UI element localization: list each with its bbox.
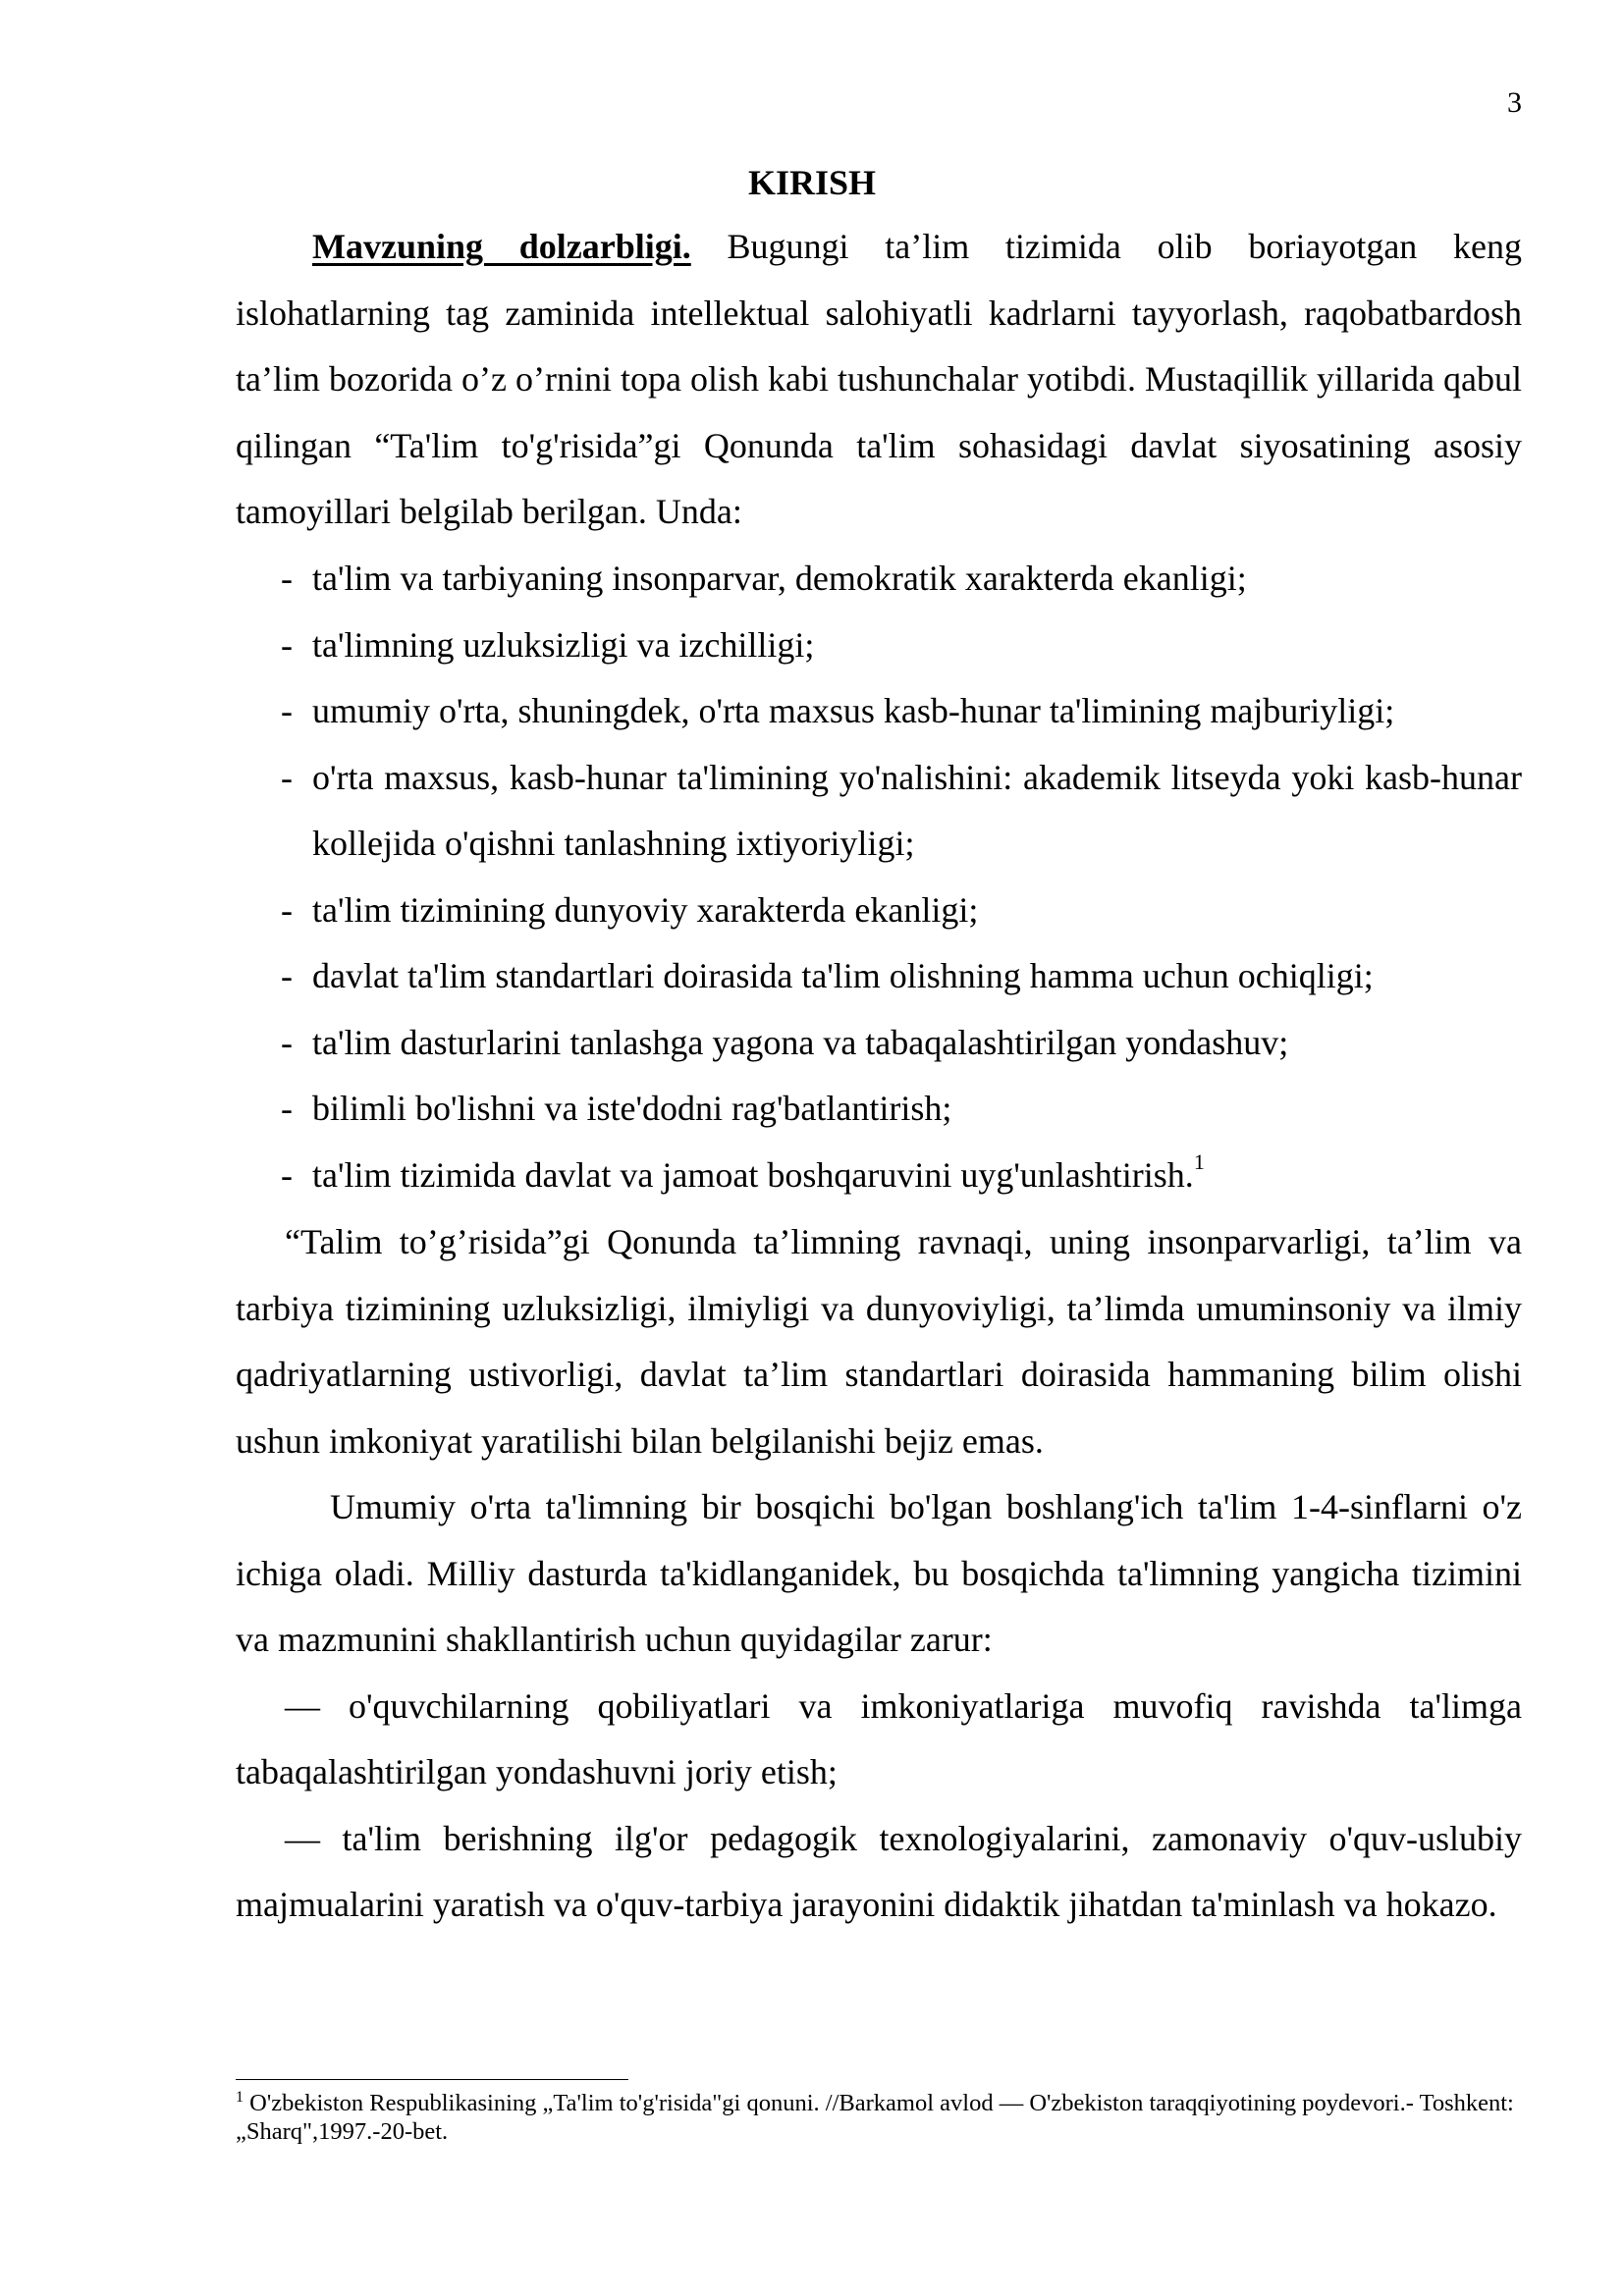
primary-education-section	[236, 1474, 1522, 1939]
principles-section	[236, 546, 1522, 1208]
list-item-text: o'rta maxsus, kasb-hunar ta'limining yo'nalishini: akademik litseyda yoki kasb-hunar kollejida o'qishni tanlashning ixtiyoriyligi;	[312, 757, 1522, 863]
list-item	[236, 878, 1522, 944]
list-item-text: ta'limning uzluksizligi va izchilligi;	[312, 624, 815, 665]
list-item	[236, 546, 1522, 613]
intro-text: Bugungi ta’lim tizimida olib boriayotgan keng islohatlarning tag zaminida intellektual salohiyatli kadrlarni tayyorlash, raqobatbardosh ta’lim bozorida o’z o’rnini topa olish kabi tushunchalar yotibdi. Mustaqillik yillarida qabul qilingan “Ta'lim to'g'risida”gi Qonunda ta'lim sohasidagi davlat siyosatining asosiy tamoyillari belgilab berilgan. Unda:	[236, 227, 1523, 531]
intro-section	[236, 214, 1522, 546]
requirement-item: — ta'lim berishning ilg'or pedagogik texnologiyalarini, zamonaviy o'quv-uslubiy majmualarini yaratish va o'quv-tarbiya jarayonini didaktik jihatdan ta'minlash va hokazo.	[236, 1818, 1522, 1924]
list-item-text: davlat ta'lim standartlari doirasida ta'lim olishning hamma uchun ochiqligi;	[312, 956, 1374, 995]
law-paragraph: “Talim to’g’risida”gi Qonunda ta’limning ravnaqi, uning insonparvarligi, ta’lim va tarbiya tizimining uzluksizligi, ilmiyligi va dunyoviyligi, ta’limda umuminsoniy va ilmiy qadriyatlarning ustivorligi, davlat ta’lim standartlari doirasida hammaning bilim olishi ushun imkoniyat yaratilishi bilan belgilanishi bejiz emas.	[236, 1222, 1522, 1461]
list-item	[236, 943, 1522, 1010]
list-dash: -	[281, 624, 293, 665]
list-item	[236, 678, 1522, 745]
relevance-label: Mavzuning dolzarbligi.	[312, 227, 691, 266]
list-item	[236, 745, 1522, 878]
list-item	[236, 1143, 1522, 1209]
footnote-text: O'zbekiston Respublikasining „Ta'lim to'g'risida"gi qonuni. //Barkamol avlod — O'zbekiston taraqqiyotining poydevori.- Toshkent: „Sharq",1997.-20-bet.	[236, 2090, 1514, 2145]
list-item-text: ta'lim dasturlarini tanlashga yagona va tabaqalashtirilgan yondashuv;	[312, 1022, 1289, 1062]
list-item-text: umumiy o'rta, shuningdek, o'rta maxsus kasb-hunar ta'limining majburiyligi;	[312, 691, 1395, 730]
footnote-marker: 1	[236, 2089, 244, 2106]
footnote	[236, 2089, 1522, 2146]
law-section	[236, 1209, 1522, 1474]
list-dash: -	[281, 1022, 293, 1062]
list-dash: -	[281, 956, 293, 995]
requirement-item: — o'quvchilarning qobiliyatlari va imkoniyatlariga muvofiq ravishda ta'limga tabaqalashtirilgan yondashuvni joriy etish;	[236, 1685, 1522, 1791]
list-dash: -	[281, 889, 293, 930]
page-number: 3	[1507, 86, 1522, 119]
list-dash: -	[281, 559, 293, 598]
page-title: KIRISH	[747, 163, 877, 202]
list-dash: -	[281, 1154, 293, 1195]
principles-list	[236, 546, 1522, 1208]
list-item-text: bilimli bo'lishni va iste'dodni rag'batlantirish;	[312, 1089, 952, 1128]
primary-education-paragraph: Umumiy o'rta ta'limning bir bosqichi bo'lgan boshlang'ich ta'lim 1-4-sinflarni o'z ichiga oladi. Milliy dasturda ta'kidlanganidek, bu bosqichda ta'limning yangicha tizimini va mazmunini shakllantirish uchun quyidagilar zarur:	[236, 1487, 1522, 1659]
list-item-text: ta'lim tizimida davlat va jamoat boshqaruvini uyg'unlashtirish.	[312, 1154, 1194, 1195]
list-dash: -	[281, 757, 293, 797]
intro-paragraph	[236, 214, 1522, 546]
list-item-text: ta'lim va tarbiyaning insonparvar, demokratik xarakterda ekanligi;	[312, 559, 1247, 598]
list-dash: -	[281, 691, 293, 730]
footnote-reference: 1	[1193, 1148, 1205, 1174]
footnote-divider	[236, 2079, 628, 2080]
list-item	[236, 613, 1522, 679]
list-item-text: ta'lim tizimining dunyoviy xarakterda ekanligi;	[312, 889, 979, 930]
list-dash: -	[281, 1089, 293, 1128]
list-item	[236, 1076, 1522, 1143]
list-item	[236, 1010, 1522, 1077]
